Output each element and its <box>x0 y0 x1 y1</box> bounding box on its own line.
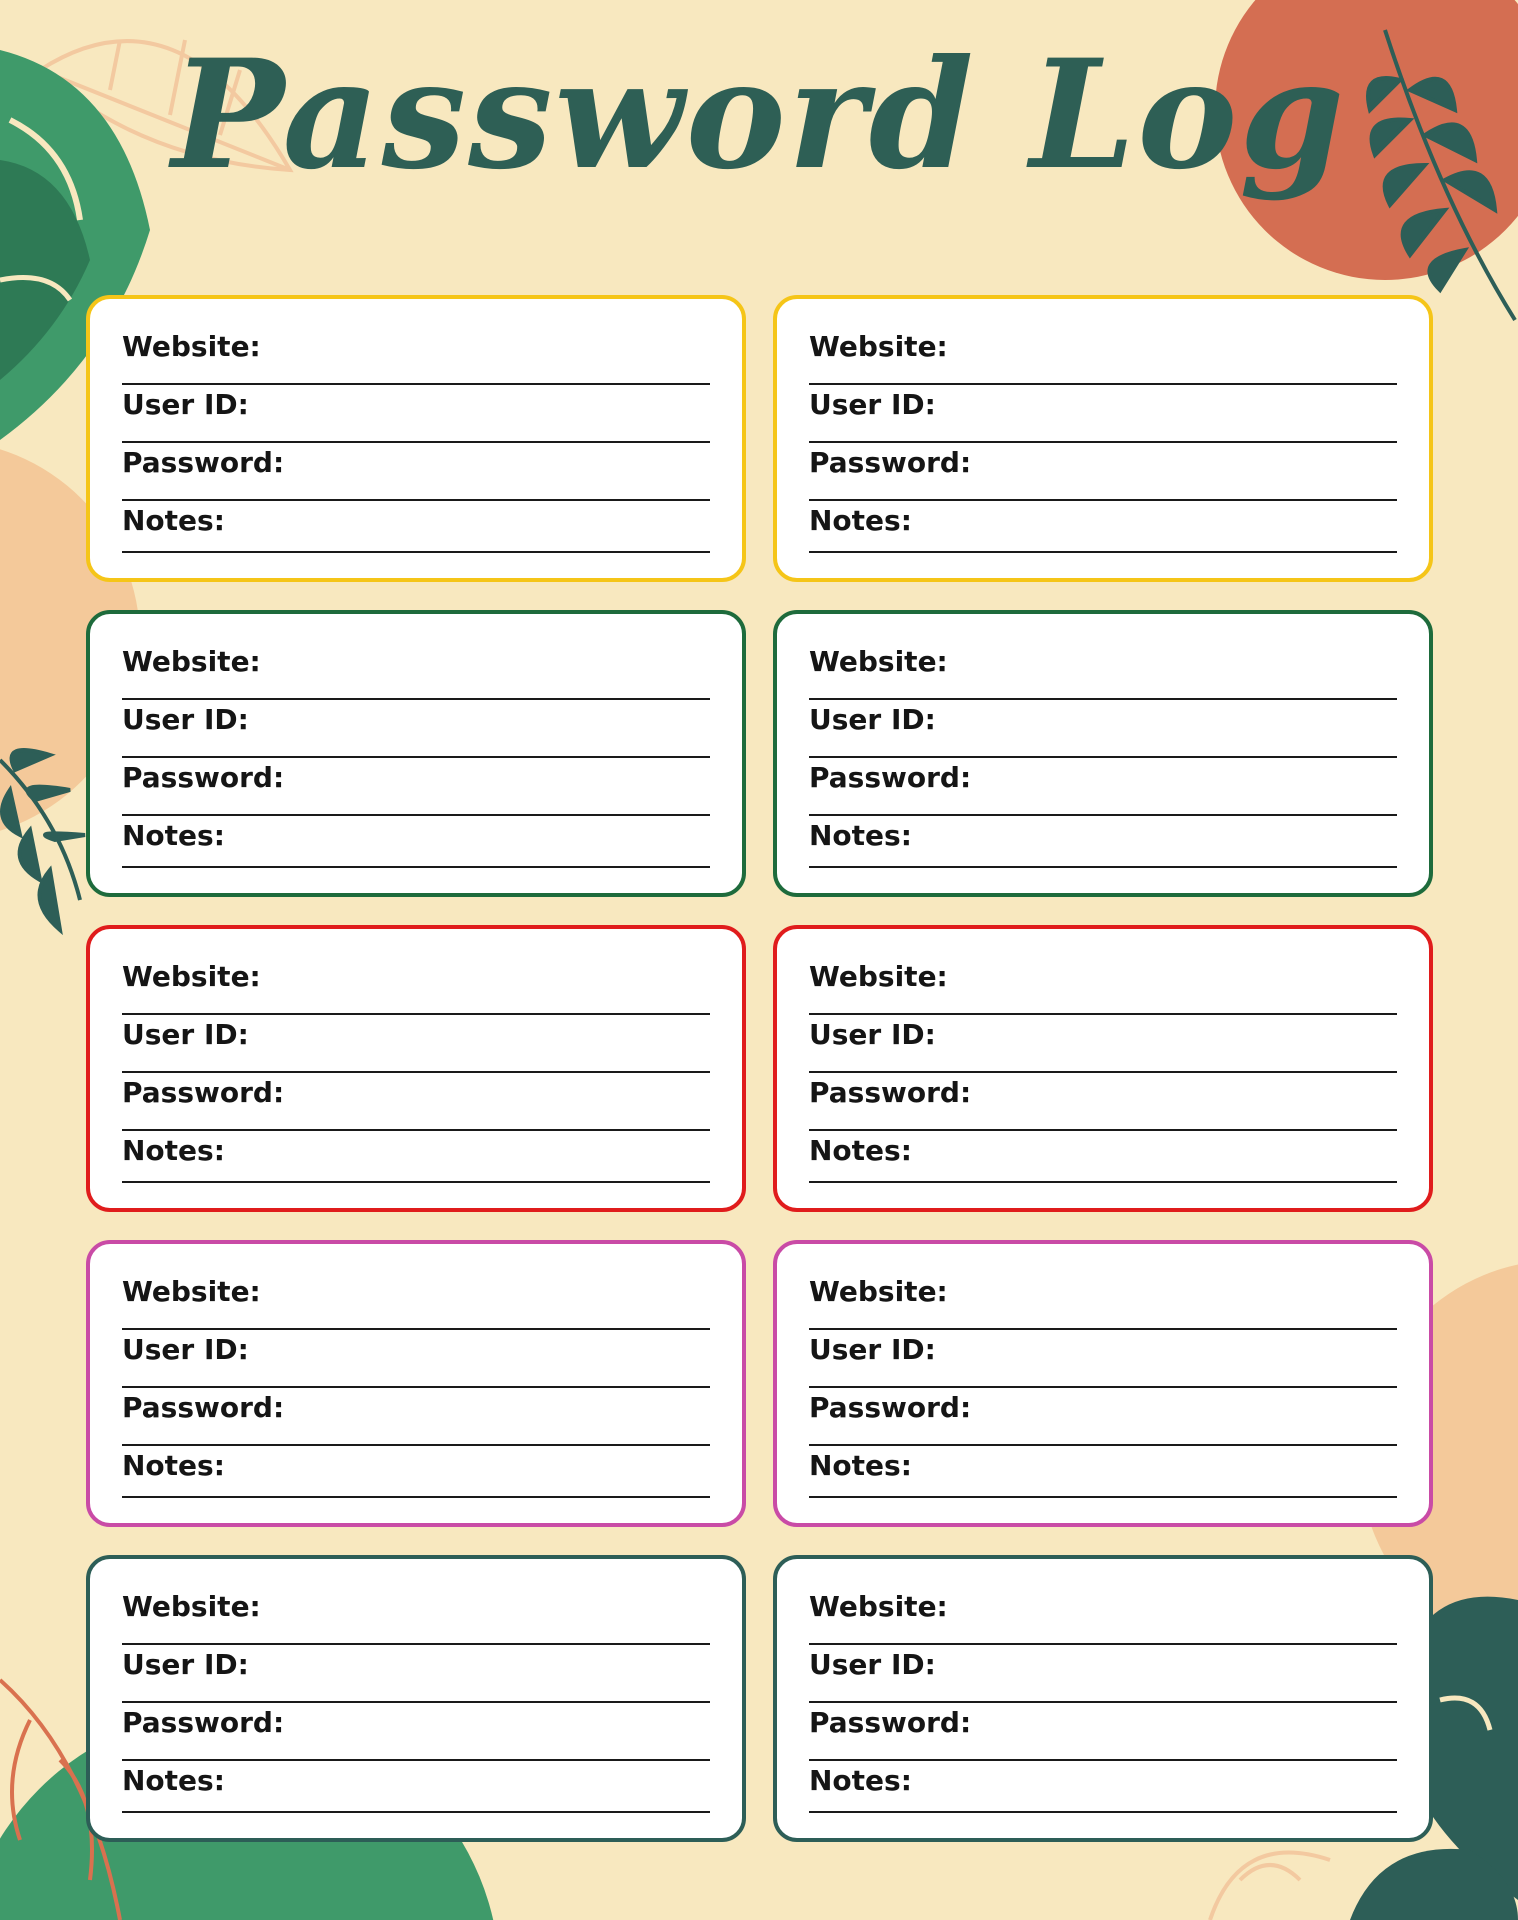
password-card <box>86 925 746 1212</box>
user-id-field[interactable] <box>122 385 710 443</box>
field-label: Password: <box>809 1076 972 1109</box>
password-card <box>773 610 1433 897</box>
field-label: Password: <box>122 761 285 794</box>
page-title: Password Log <box>171 27 1347 203</box>
website-field[interactable] <box>809 957 1397 1015</box>
user-id-field[interactable] <box>122 700 710 758</box>
field-label: User ID: <box>809 1018 936 1051</box>
user-id-field[interactable] <box>809 1645 1397 1703</box>
website-field[interactable] <box>122 1587 710 1645</box>
field-label: Password: <box>809 1706 972 1739</box>
field-label: Website: <box>122 1275 261 1308</box>
field-label: Website: <box>122 1590 261 1623</box>
password-field[interactable] <box>809 443 1397 501</box>
password-card <box>773 295 1433 582</box>
field-label: Notes: <box>122 1134 225 1167</box>
field-label: User ID: <box>122 1018 249 1051</box>
password-card <box>86 610 746 897</box>
field-label: User ID: <box>809 1333 936 1366</box>
password-field[interactable] <box>809 1703 1397 1761</box>
password-field[interactable] <box>809 1073 1397 1131</box>
field-label: Password: <box>809 446 972 479</box>
field-label: Notes: <box>122 504 225 537</box>
field-label: User ID: <box>809 388 936 421</box>
notes-field[interactable] <box>809 1446 1397 1498</box>
field-label: Password: <box>122 446 285 479</box>
notes-field[interactable] <box>122 1131 710 1183</box>
field-label: Website: <box>122 645 261 678</box>
password-field[interactable] <box>122 1073 710 1131</box>
password-card-grid <box>86 295 1433 1842</box>
password-field[interactable] <box>122 758 710 816</box>
user-id-field[interactable] <box>809 700 1397 758</box>
field-label: Password: <box>809 1391 972 1424</box>
user-id-field[interactable] <box>122 1330 710 1388</box>
field-label: Website: <box>809 330 948 363</box>
website-field[interactable] <box>809 1272 1397 1330</box>
field-label: Website: <box>122 960 261 993</box>
field-label: Website: <box>809 960 948 993</box>
field-label: Password: <box>122 1391 285 1424</box>
notes-field[interactable] <box>809 1131 1397 1183</box>
outline-leaf-icon-bottom-right <box>1210 1853 1330 1920</box>
password-card <box>86 1555 746 1842</box>
website-field[interactable] <box>122 1272 710 1330</box>
user-id-field[interactable] <box>809 1330 1397 1388</box>
password-field[interactable] <box>809 758 1397 816</box>
field-label: Notes: <box>122 819 225 852</box>
notes-field[interactable] <box>122 1446 710 1498</box>
field-label: User ID: <box>122 1648 249 1681</box>
field-label: Notes: <box>809 1134 912 1167</box>
website-field[interactable] <box>122 642 710 700</box>
website-field[interactable] <box>809 327 1397 385</box>
password-card <box>773 925 1433 1212</box>
website-field[interactable] <box>809 1587 1397 1645</box>
notes-field[interactable] <box>809 501 1397 553</box>
password-field[interactable] <box>122 443 710 501</box>
notes-field[interactable] <box>122 501 710 553</box>
password-card <box>86 1240 746 1527</box>
website-field[interactable] <box>809 642 1397 700</box>
field-label: User ID: <box>809 1648 936 1681</box>
field-label: User ID: <box>122 1333 249 1366</box>
field-label: User ID: <box>809 703 936 736</box>
notes-field[interactable] <box>809 816 1397 868</box>
field-label: Notes: <box>809 819 912 852</box>
user-id-field[interactable] <box>809 1015 1397 1073</box>
password-field[interactable] <box>809 1388 1397 1446</box>
field-label: Website: <box>809 645 948 678</box>
field-label: User ID: <box>122 388 249 421</box>
field-label: Website: <box>122 330 261 363</box>
field-label: Password: <box>122 1076 285 1109</box>
website-field[interactable] <box>122 957 710 1015</box>
field-label: Password: <box>809 761 972 794</box>
notes-field[interactable] <box>122 1761 710 1813</box>
notes-field[interactable] <box>122 816 710 868</box>
notes-field[interactable] <box>809 1761 1397 1813</box>
password-card <box>773 1240 1433 1527</box>
password-card <box>86 295 746 582</box>
password-field[interactable] <box>122 1388 710 1446</box>
field-label: Notes: <box>809 1764 912 1797</box>
field-label: Password: <box>122 1706 285 1739</box>
field-label: User ID: <box>122 703 249 736</box>
password-field[interactable] <box>122 1703 710 1761</box>
field-label: Notes: <box>809 504 912 537</box>
user-id-field[interactable] <box>122 1645 710 1703</box>
field-label: Notes: <box>122 1764 225 1797</box>
user-id-field[interactable] <box>809 385 1397 443</box>
field-label: Notes: <box>122 1449 225 1482</box>
field-label: Notes: <box>809 1449 912 1482</box>
website-field[interactable] <box>122 327 710 385</box>
password-card <box>773 1555 1433 1842</box>
user-id-field[interactable] <box>122 1015 710 1073</box>
field-label: Website: <box>809 1275 948 1308</box>
field-label: Website: <box>809 1590 948 1623</box>
